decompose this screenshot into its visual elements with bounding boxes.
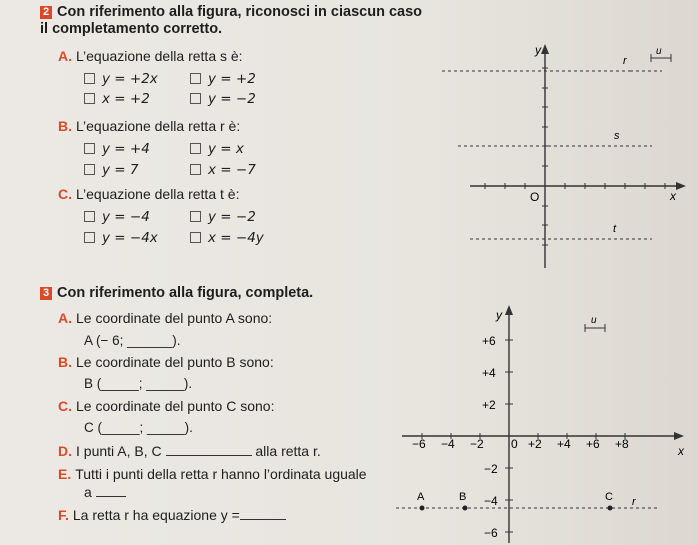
x-axis-arrow-icon [674,432,684,440]
ex3-title [40,285,313,301]
point-b-label: B [459,491,467,503]
ex2-title [40,4,422,20]
x-axis-arrow-icon [676,182,686,190]
ex3-question-f: F. La retta r ha equazione y = [58,507,286,523]
x-tick-label-p4: +4 [557,437,571,451]
x-tick-label-m6: −6 [412,437,426,451]
ex2-c-option-1[interactable]: y = −4 [84,209,150,225]
ex2-a-letter: A. [58,48,72,64]
line-t-label: t [613,223,617,235]
ex2-question-a [58,48,243,64]
ex2-c-option-4[interactable]: x = −4y [190,230,264,246]
x-tick-label-p2: +2 [528,437,542,451]
checkbox[interactable] [84,232,95,243]
ex3-question-c: C. Le coordinate del punto C sono: [58,398,275,414]
ex3-number: 3 [40,287,52,300]
ex2-a-option-2[interactable]: y = +2 [190,71,256,87]
ex3-c-fill-input[interactable]: C (_____; _____). [84,420,193,435]
ex2-b-option-3[interactable]: y = 7 [84,162,138,178]
checkbox[interactable] [190,211,201,222]
ex3-f-blank-input[interactable] [240,519,286,520]
ex2-b-option-1[interactable]: y = +4 [84,141,150,157]
checkbox[interactable] [190,93,201,104]
ex2-title-line2: il completamento corretto. [40,21,223,37]
y-axis-label: y [496,308,502,322]
ex2-a-option-3[interactable]: x = +2 [84,91,150,107]
ex3-title-text: Con riferimento alla figura, completa. [57,285,314,301]
ex2-graph [430,36,692,276]
y-axis-arrow-icon [541,44,549,54]
checkbox[interactable] [190,73,201,84]
ex2-b-option-4[interactable]: x = −7 [190,162,256,178]
ex3-question-d: D. I punti A, B, C alla retta r. [58,443,321,459]
y-tick-label-m6: −6 [484,526,498,540]
ex3-question-a: A. Le coordinate del punto A sono: [58,310,273,326]
y-tick-label-m4: −4 [484,494,498,508]
unit-label: u [591,315,597,326]
x-tick-label-m4: −4 [441,437,455,451]
ex2-question-b [58,118,240,134]
ex3-b-fill-input[interactable]: B (_____; _____). [84,376,193,391]
ex3-question-b: B. Le coordinate del punto B sono: [58,354,274,370]
y-axis-arrow-icon [505,305,513,315]
unit-label: u [656,46,662,57]
x-tick-label-p8: +8 [615,437,629,451]
point-a-label: A [417,491,425,503]
point-a [420,506,425,511]
ex3-question-e: E. Tutti i punti della retta r hanno l’ordinata uguale [58,466,367,482]
ex3-e-blank-input[interactable] [96,496,126,497]
line-r-label: r [632,496,636,508]
line-s-label: s [614,130,620,142]
x-tick-label-p6: +6 [586,437,600,451]
y-axis-label: y [535,43,541,57]
x-axis-label: x [670,189,676,203]
ex2-a-option-1[interactable]: y = +2x [84,71,158,87]
ex3-d-blank-input[interactable] [166,455,252,456]
checkbox[interactable] [190,232,201,243]
ex2-c-text: L’equazione della retta t è: [76,186,240,202]
checkbox[interactable] [84,93,95,104]
y-tick-label-p6: +6 [482,334,496,348]
ex2-question-c [58,186,239,202]
ex3-graph [392,295,692,545]
point-b [463,506,468,511]
y-tick-label-p2: +2 [482,398,496,412]
checkbox[interactable] [190,164,201,175]
checkbox[interactable] [84,164,95,175]
ex2-c-letter: C. [58,186,72,202]
origin-label: 0 [511,437,518,451]
y-tick-label-m2: −2 [484,462,498,476]
point-c [608,506,613,511]
x-tick-label-m2: −2 [470,437,484,451]
y-tick-label-p4: +4 [482,366,496,380]
checkbox[interactable] [190,143,201,154]
ex2-b-option-2[interactable]: y = x [190,141,244,157]
point-c-label: C [605,491,613,503]
ex2-title-line1: Con riferimento alla figura, riconosci in ciascun caso [57,4,423,20]
ex2-number: 2 [40,6,52,19]
checkbox[interactable] [84,73,95,84]
ex2-a-option-4[interactable]: y = −2 [190,91,256,107]
ex2-b-text: L’equazione della retta r è: [76,118,241,134]
line-r-label: r [623,55,627,67]
ex2-c-option-3[interactable]: y = −4x [84,230,158,246]
ex3-e-line2: a [84,484,126,500]
x-axis-label: x [678,444,684,458]
checkbox[interactable] [84,211,95,222]
ex2-b-letter: B. [58,118,72,134]
ex3-a-fill-input[interactable]: A (− 6; ______). [84,333,181,348]
checkbox[interactable] [84,143,95,154]
ex2-a-text: L’equazione della retta s è: [76,48,243,64]
origin-label: O [530,190,540,204]
ex2-c-option-2[interactable]: y = −2 [190,209,256,225]
